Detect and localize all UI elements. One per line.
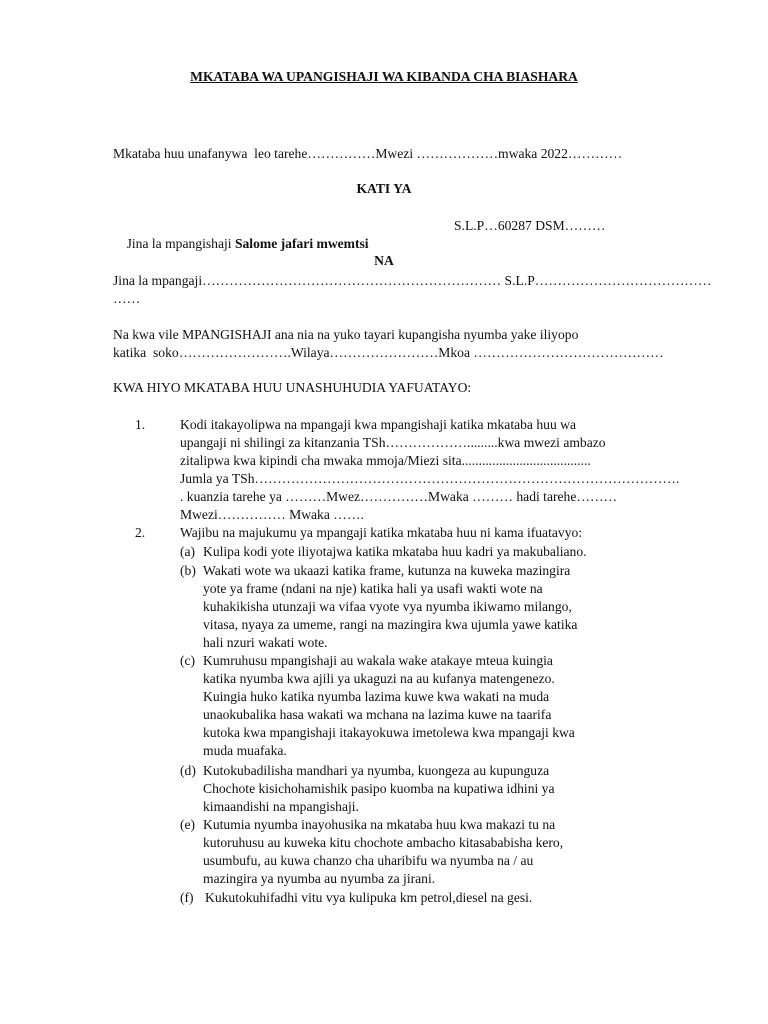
landlord-name: Salome jafari mwemtsi <box>234 236 369 251</box>
clause-2-item-f-line: Kukutokuhifadhi vitu vya kulipuka km petrol,diesel na gesi. <box>205 890 533 905</box>
landlord-label: Jina la mpangishaji <box>126 236 235 251</box>
clause-2-item-c-line: kutoka kwa mpangishaji itakayokuwa imetolewa kwa mpangaji kwa <box>203 725 575 740</box>
clause-2-item-c-line: katika nyumba kwa ajili ya ukaguzi na au kufanya matengenezo. <box>203 671 555 686</box>
clause-2-item-c-line: muda muafaka. <box>203 743 287 758</box>
tenant-line-2: …… <box>113 291 141 306</box>
intro-line: Mkataba huu unafanywa leo tarehe……………Mwezi ………………mwaka 2022………… <box>113 146 623 161</box>
landlord-po-box: S.L.P…60287 DSM……… <box>454 218 606 233</box>
kati-ya-heading: KATI YA <box>356 181 412 196</box>
clause-1-line: Jumla ya TSh…………………………………………………………………………………. <box>180 471 680 486</box>
clause-2-item-b-line: Wakati wote wa ukaazi katika frame, kutunza na kuweka mazingira <box>203 563 571 578</box>
clause-2-item-f-letter: (f) <box>180 890 194 905</box>
clause-2-item-e-letter: (e) <box>180 817 196 832</box>
clause-2-item-e-line: kutoruhusu au kuweka kitu chochote ambacho kitasababisha kero, <box>203 835 564 850</box>
clause-2-item-e-line: usumbufu, au kuwa chanzo cha uharibifu wa nyumba na / au <box>203 853 534 868</box>
clause-1-line: upangaji ni shilingi za kitanzania TSh……………….........kwa mwezi ambazo <box>180 435 606 450</box>
clause-2-item-b-line: yote ya frame (ndani na nje) katika hali ya usafi wakti wote na <box>203 581 543 596</box>
intent-line-1: Na kwa vile MPANGISHAJI ana nia na yuko tayari kupangisha nyumba yake iliyopo <box>113 327 579 342</box>
clause-2-item-e-line: mazingira ya nyumba au nyumba za jirani. <box>203 871 436 886</box>
clause-2-item-b-line: vitasa, nyaya za umeme, rangi na mazingira kwa ujumla yawe katika <box>203 617 578 632</box>
clause-1-line: Kodi itakayolipwa na mpangaji kwa mpangishaji katika mkataba huu wa <box>180 417 576 432</box>
clause-2-item-c-line: unaokubalika hasa wakati wa mchana na lazima kuwe na taarifa <box>203 707 552 722</box>
clause-1-line: Mwezi…………… Mwaka ……. <box>180 507 364 522</box>
clause-2-item-c-line: Kuingia huko katika nyumba lazima kuwe kwa wakati na muda <box>203 689 550 704</box>
clause-2-item-a-letter: (a) <box>180 544 196 559</box>
clause-2-item-b-line: hali nzuri wakati wote. <box>203 635 328 650</box>
clause-2-item-e-line: Kutumia nyumba inayohusika na mkataba huu kwa makazi tu na <box>203 817 556 832</box>
clause-2-item-c-line: Kumruhusu mpangishaji au wakala wake atakaye mteua kuingia <box>203 653 553 668</box>
clause-2-item-d-line: kimaandishi na mpangishaji. <box>203 799 359 814</box>
clause-2-item-d-line: Chochote kisichohamishik pasipo kuomba na kupatiwa idhini ya <box>203 781 555 796</box>
document-title: MKATABA WA UPANGISHAJI WA KIBANDA CHA BIASHARA <box>190 69 578 84</box>
clause-2-number: 2. <box>135 525 146 540</box>
tenant-line-1: Jina la mpangaji………………………………………………………… S.L.P………………………………… <box>113 273 712 288</box>
clause-2-item-b-letter: (b) <box>180 563 196 578</box>
intent-line-2: katika soko…………………….Wilaya……………………Mkoa …………………………………… <box>113 345 664 360</box>
clause-2-item-d-line: Kutokubadilisha mandhari ya nyumba, kuongeza au kupunguza <box>203 763 550 778</box>
witness-heading: KWA HIYO MKATABA HUU UNASHUHUDIA YAFUATAYO: <box>113 380 472 395</box>
clause-1-number: 1. <box>135 417 146 432</box>
clause-1-line: . kuanzia tarehe ya ………Mwez……………Mwaka ……… hadi tarehe……… <box>180 489 618 504</box>
na-heading: NA <box>374 253 394 268</box>
clause-1-line: zitalipwa kwa kipindi cha mwaka mmoja/Miezi sita...................................... <box>180 453 591 468</box>
clause-2-item-a-line: Kulipa kodi yote iliyotajwa katika mkataba huu kadri ya makubaliano. <box>203 544 587 559</box>
clause-2-item-c-letter: (c) <box>180 653 196 668</box>
clause-2-item-b-line: kuhakikisha utunzaji wa vifaa vyote vya nyumba ikiwamo milango, <box>203 599 572 614</box>
clause-2-heading: Wajibu na majukumu ya mpangaji katika mkataba huu ni kama ifuatavyo: <box>180 525 583 540</box>
clause-2-item-d-letter: (d) <box>180 763 196 778</box>
